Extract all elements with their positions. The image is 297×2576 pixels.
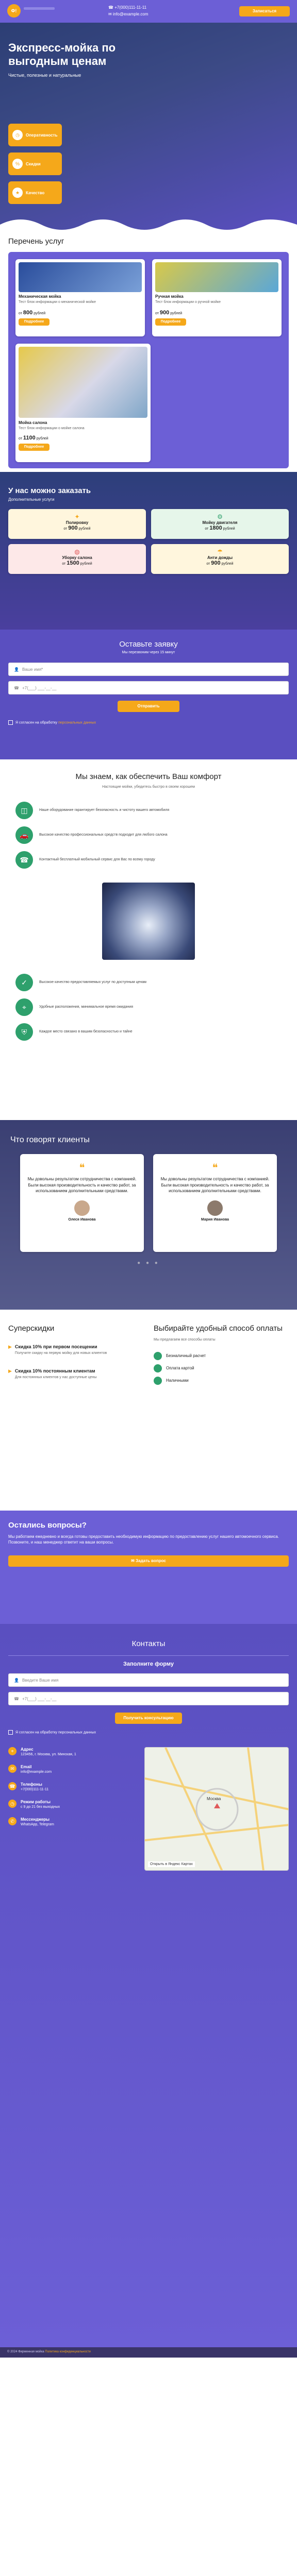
shield-icon: ⛨ (15, 1023, 33, 1041)
bucket-icon: ◫ (15, 802, 33, 819)
map-roads (145, 1748, 289, 1871)
payment-icon (154, 1352, 162, 1360)
extras-grid (8, 509, 289, 574)
reviews-title: Что говорят клиенты (10, 1136, 90, 1144)
percent-icon: % (12, 159, 23, 169)
contact-info: ⌖ Адрес 123456, г. Москва, ул. Минская, 1 ✉ Email info@example.com ☎ Телефоны +7(000)111-11-11 ◷ Режим работы с 9 до 21 без выходных ✆ Мессенджеры WhatsApp, Telegram (8, 1747, 137, 1871)
site-header (0, 0, 297, 23)
feature-tile: ◷ Оперативность (8, 124, 62, 146)
extra-card: ✦ Полировку от 900 рублей (8, 509, 146, 539)
service-photo (155, 262, 278, 292)
tagline-placeholder (24, 7, 55, 10)
site-footer: © 2024 Фирменная мойка Политика конфиденциальности (0, 2347, 297, 2358)
services-panel (8, 252, 289, 468)
carousel-dots[interactable]: ● ● ● (137, 1260, 160, 1266)
service-card: Ручная мойка Тест блок информации о ручной мойке от 900 рублей Подробнее (152, 259, 282, 336)
comfort-title: Мы знаем, как обеспечить Ваш комфорт (75, 772, 222, 781)
mail-icon: ✉ (8, 1765, 16, 1773)
service-card: Механическая мойка Тест блок информации о механической мойке от 800 рублей Подробнее (15, 259, 145, 336)
chat-icon: ✆ (8, 1817, 16, 1825)
service-more-button[interactable]: Подробнее (155, 318, 186, 326)
hero-wave (0, 209, 297, 230)
hero-section (0, 23, 297, 230)
tag-icon: ▶ (8, 1368, 12, 1374)
service-more-button[interactable]: Подробнее (19, 318, 50, 326)
questions-section (0, 1511, 297, 1624)
quote-icon: ❝ (79, 1162, 85, 1174)
name-input[interactable]: 👤 Ваше имя* (8, 663, 289, 676)
review-card: ❝ Мы довольны результатом сотрудничества с компанией. Были высокая производительность и качество работ, за использованием дополнительными средствами. Олеся Иванова (20, 1154, 144, 1252)
comfort-point: ◫ Наше оборудование гарантирует безопасность и чистоту вашего автомобиля (15, 798, 282, 823)
extra-card: ◍ Уборку салона от 1500 рублей (8, 544, 146, 574)
comfort-section (0, 759, 297, 1120)
rain-icon: ☂ (217, 548, 223, 555)
phone-input[interactable]: ☎ +7(___) ___-__-__ (8, 681, 289, 694)
phone-icon: ☎ (15, 851, 33, 869)
hero-subtitle: Чистые, полезные и натуральные (8, 72, 81, 78)
header-cta-button[interactable]: Записаться (239, 6, 290, 16)
discounts-title: Суперскидки (8, 1324, 55, 1333)
contacts-section (0, 1624, 297, 2347)
contacts-phone-input[interactable]: ☎ +7(___) ___-__-__ (8, 1692, 289, 1705)
contacts-form-title: Заполните форму (123, 1661, 174, 1667)
payment-subtitle: Мы предлагаем все способы оплаты (154, 1337, 216, 1342)
pin-icon: ⌖ (8, 1747, 16, 1755)
review-card: ❝ Мы довольны результатом сотрудничества с компанией. Были высокая производительность и качество работ, за использованием дополнительными средствами. Мария Иванова (153, 1154, 277, 1252)
chat-icon: ✉ (131, 1558, 136, 1564)
payment-icon (154, 1377, 162, 1385)
payment-method: Оплата картой (154, 1362, 289, 1375)
clock-icon: ◷ (8, 1800, 16, 1808)
comfort-point: ⛨ Каждое место связано в вашим безопасностью и тайне (15, 1020, 282, 1044)
hero-features (8, 124, 62, 204)
comfort-point: ⌖ Удобные расположения, минимальное время ожидания (15, 995, 282, 1020)
phone-icon: ☎ (14, 1696, 19, 1701)
clock-icon: ◷ (12, 130, 23, 140)
extras-section (0, 472, 297, 630)
payment-method: Наличными (154, 1375, 289, 1387)
discounts-block (8, 1324, 143, 1496)
questions-text: Мы работаем ежедневно и всегда готовы предоставить необходимую информацию по предоставлению услуг нашего автомоечного сервиса. Позвоните, и наш менеджер ответит на ваши вопросы. (8, 1534, 279, 1545)
request-title: Оставьте заявку (119, 640, 178, 649)
phone-icon: ☎ (8, 1782, 16, 1790)
logo[interactable]: Ф! (7, 4, 21, 18)
questions-title: Остались вопросы? (8, 1521, 87, 1530)
user-icon: 👤 (14, 1677, 19, 1683)
payment-block (154, 1324, 289, 1496)
comfort-subtitle: Настоящие мойки, убедитесь быстро в своем хорошем (102, 785, 195, 789)
consent[interactable]: Я согласен на обработку персональных данных (8, 720, 289, 725)
submit-button[interactable]: Отправить (118, 701, 179, 712)
discount-item: ▶ Скидка 10% постоянным клиентам Для постоянных клиентов у нас доступные цены (8, 1368, 97, 1379)
car-wash-photo (102, 883, 195, 960)
comfort-point: 🚗 Высокое качество профессиональных средств подходит для любого салона (15, 823, 282, 848)
contacts-consent[interactable]: Я согласен на обработку персональных данных (8, 1730, 289, 1735)
avatar (207, 1200, 223, 1216)
map-link[interactable]: Открыть в Яндекс Картах (148, 1861, 195, 1867)
payment-icon (154, 1364, 162, 1372)
header-phone[interactable]: ☎ +7(000)111-11-11 (108, 5, 147, 10)
comfort-point: ✓ Высокое качество предоставляемых услуг по доступным ценам (15, 970, 282, 995)
vacuum-icon: ◍ (74, 548, 80, 555)
contacts-name-input[interactable]: 👤 Введите Ваше имя (8, 1673, 289, 1687)
quote-icon: ❝ (212, 1162, 218, 1174)
reviews-section (0, 1120, 297, 1310)
service-photo (19, 347, 147, 418)
services-section (0, 230, 297, 472)
services-title: Перечень услуг (8, 237, 64, 246)
feature-tile: ★ Качество (8, 181, 62, 204)
feature-tile: % Скидки (8, 152, 62, 175)
consultation-button[interactable]: Получить консультацию (115, 1713, 182, 1724)
polish-icon: ✦ (74, 513, 80, 520)
star-icon: ★ (12, 188, 23, 198)
request-section (0, 630, 297, 759)
discounts-payment-section (0, 1310, 297, 1511)
user-icon: 👤 (14, 667, 19, 672)
service-card: Мойка салона Тест блок информации о мойке салона от 1100 рублей Подробнее (15, 344, 151, 462)
hero-title: Экспресс-мойка по выгодным ценам (8, 41, 116, 68)
discount-item: ▶ Скидка 10% при первом посещении Получите скидку на первую мойку для новых клиентов (8, 1344, 107, 1355)
engine-icon: ⚙ (217, 513, 223, 520)
phone-icon: ☎ (14, 685, 19, 690)
payment-method: Безналичный расчет (154, 1350, 289, 1362)
policy-link[interactable]: Политика конфиденциальности (45, 2350, 91, 2353)
map[interactable]: Москва Открыть в Яндекс Картах (144, 1747, 289, 1871)
header-email[interactable]: ✉ info@example.com (108, 12, 148, 16)
contacts-title: Контакты (131, 1639, 166, 1648)
service-photo (19, 262, 142, 292)
ask-question-button[interactable]: ✉ Задать вопрос (8, 1555, 289, 1567)
extra-card: ⚙ Мойку двигателя от 1800 рублей (151, 509, 289, 539)
request-subtitle: Мы перезвоним через 15 минут (122, 651, 175, 654)
extras-title: У нас можно заказать (8, 486, 91, 495)
extras-subtitle: Дополнительные услуги (8, 497, 55, 502)
tag-icon: ▶ (8, 1344, 12, 1349)
comfort-point: ☎ Контактный бесплатный мобильный сервис для Вас по всему городу (15, 848, 282, 872)
extra-card: ☂ Анти дожды от 900 рублей (151, 544, 289, 574)
car-icon: 🚗 (15, 826, 33, 844)
payment-title: Выбирайте удобный способ оплаты (154, 1324, 283, 1333)
check-icon: ✓ (15, 974, 33, 991)
avatar (74, 1200, 90, 1216)
location-icon: ⌖ (15, 998, 33, 1016)
service-more-button[interactable]: Подробнее (19, 444, 50, 451)
